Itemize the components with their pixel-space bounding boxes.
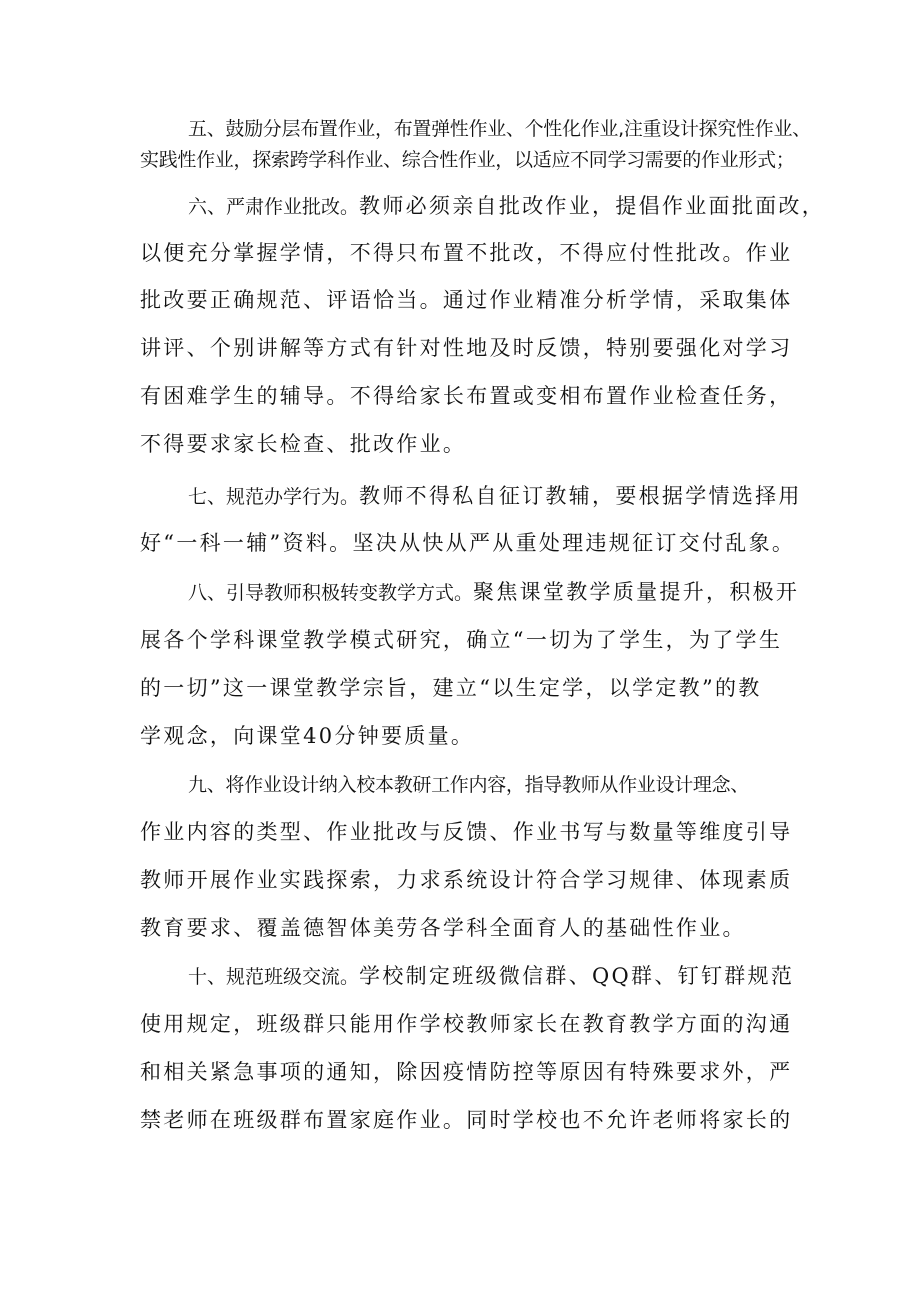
- paragraph-10-text: 学校制定班级微信群、QQ群、钉钉群规范: [359, 964, 795, 988]
- paragraph-6-line-3: 批改要正确规范、评语恰当。通过作业精准分析学情，采取集体: [140, 288, 793, 312]
- paragraph-9-line-2: 作业内容的类型、作业批改与反馈、作业书写与数量等维度引导: [140, 820, 793, 844]
- paragraph-6-line-5: 有困难学生的辅导。不得给家长布置或变相布置作业检查任务，: [140, 384, 793, 408]
- paragraph-10-line-3: 和相关紧急事项的通知，除因疫情防控等原因有特殊要求外，严: [140, 1060, 793, 1084]
- paragraph-10-line-2: 使用规定，班级群只能用作学校教师家长在教育教学方面的沟通: [140, 1012, 793, 1036]
- paragraph-6-line-4: 讲评、个别讲解等方式有针对性地及时反馈，特别要强化对学习: [140, 336, 793, 360]
- paragraph-7-line-2: 好“一科一辅”资料。坚决从快从严从重处理违规征订交付乱象。: [140, 531, 796, 555]
- paragraph-8-line-2: 展各个学科课堂教学模式研究，确立“一切为了学生，为了学生: [140, 628, 783, 652]
- paragraph-5-line-2: 实践性作业，探索跨学科作业、综合性作业，以适应不同学习需要的作业形式；: [140, 149, 795, 171]
- paragraph-5-line-1: 五、鼓励分层布置作业，布置弹性作业、个性化作业,注重设计探究性作业、: [188, 118, 811, 140]
- paragraph-6-text: 教师必须亲自批改作业，提倡作业面批面改，: [359, 194, 826, 218]
- paragraph-8-heading: 八、引导教师积极转变教学方式。: [188, 582, 474, 604]
- paragraph-6-heading: 六、严肃作业批改。: [188, 196, 360, 218]
- paragraph-10-line-1: [188, 966, 794, 987]
- paragraph-9-line-4: 教育要求、覆盖德智体美劳各学科全面育人的基础性作业。: [140, 916, 746, 940]
- paragraph-10-line-4: 禁老师在班级群布置家庭作业。同时学校也不允许老师将家长的: [140, 1108, 793, 1132]
- paragraph-8-line-1: [188, 582, 799, 603]
- paragraph-7-text: 教师不得私自征订教辅，要根据学情选择用: [359, 484, 802, 508]
- paragraph-8-text: 聚焦课堂教学质量提升，积极开: [473, 580, 800, 604]
- paragraph-6-line-1: [188, 196, 825, 217]
- paragraph-7-heading: 七、规范办学行为。: [188, 486, 360, 508]
- paragraph-8-line-4: 学观念，向课堂40分钟要质量。: [140, 724, 475, 748]
- paragraph-6-line-6: 不得要求家长检查、批改作业。: [140, 432, 467, 456]
- paragraph-10-heading: 十、规范班级交流。: [188, 966, 360, 988]
- paragraph-9-line-1: 九、将作业设计纳入校本教研工作内容，指导教师从作业设计理念、: [188, 774, 750, 796]
- paragraph-8-line-3: 的一切”这一课堂教学宗旨，建立“以生定学，以学定教”的教: [140, 676, 762, 700]
- paragraph-7-line-1: [188, 486, 802, 507]
- paragraph-9-line-3: 教师开展作业实践探索，力求系统设计符合学习规律、体现素质: [140, 868, 793, 892]
- paragraph-6-line-2: 以便充分掌握学情，不得只布置不批改，不得应付性批改。作业: [140, 241, 793, 265]
